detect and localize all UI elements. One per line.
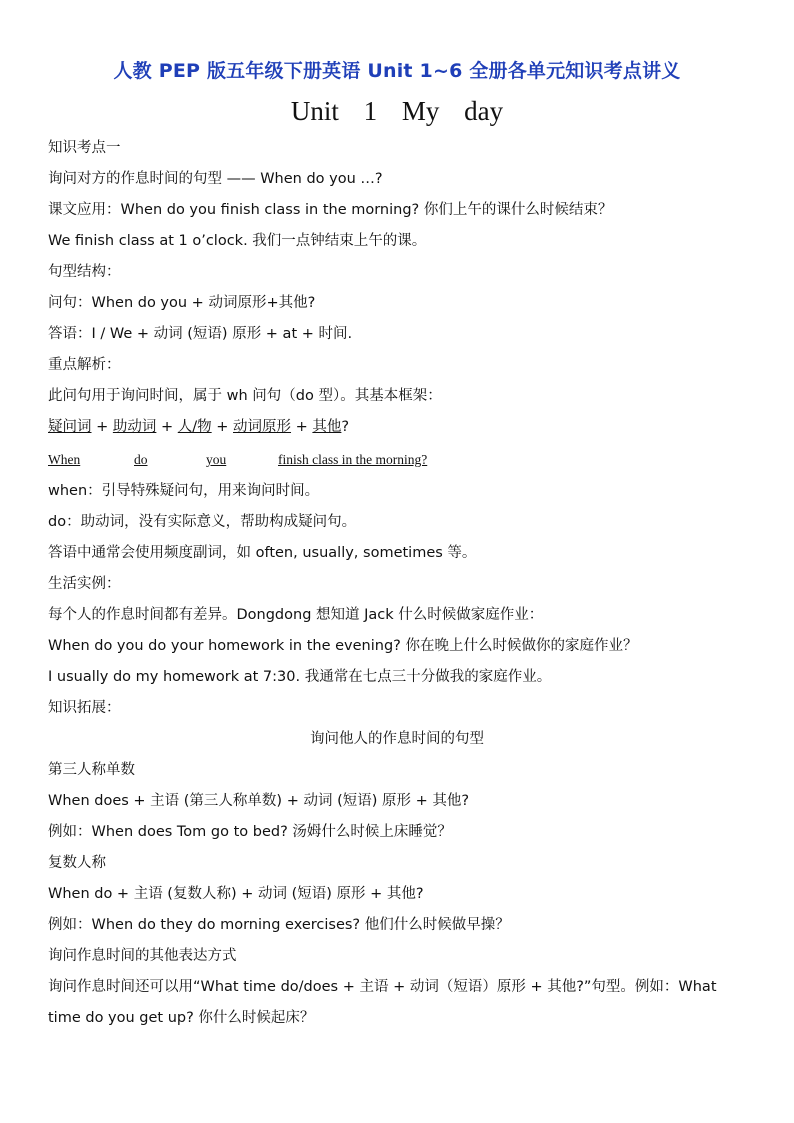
life-example-answer: I usually do my homework at 7:30. 我通常在七点三十分做我的家庭作业。 — [48, 669, 552, 685]
life-example-context: 每个人的作息时间都有差异。Dongdong 想知道 Jack 什么时候做家庭作业： — [48, 607, 544, 623]
text-application-answer: We finish class at 1 o’clock. 我们一点钟结束上午的课。 — [48, 233, 427, 249]
extension-subtitle: 询问他人的作息时间的句型 — [310, 731, 484, 747]
frame-base-verb: 动词原形 — [233, 419, 292, 435]
frame-plus: + — [291, 419, 313, 435]
example-you: you — [206, 452, 227, 467]
section-heading-knowledge-point-1: 知识考点一 — [48, 140, 121, 156]
other-expressions-heading: 询问作息时间的其他表达方式 — [48, 948, 237, 964]
example-rest: finish class in the morning? — [278, 452, 428, 467]
example-when: When — [48, 452, 81, 467]
unit-title: Unit 1 My day — [290, 96, 504, 126]
plural-example: 例如：When do they do morning exercises? 他们什么时候做早操？ — [48, 917, 510, 933]
extension-heading: 知识拓展： — [48, 700, 121, 716]
explanation-do: do：助动词，没有实际意义，帮助构成疑问句。 — [48, 514, 357, 530]
key-analysis-heading: 重点解析： — [48, 357, 121, 373]
frame-example — [48, 451, 748, 469]
document-title: 人教 PEP 版五年级下册英语 Unit 1~6 全册各单元知识考点讲义 — [113, 60, 681, 82]
text-application-question: 课文应用：When do you finish class in the morning? 你们上午的课什么时候结束？ — [48, 202, 613, 218]
frame-question-word: 疑问词 — [48, 419, 92, 435]
plural-pattern: When do + 主语 (复数人称) + 动词 (短语) 原形 + 其他? — [48, 886, 424, 902]
explanation-when: when：引导特殊疑问句，用来询问时间。 — [48, 483, 320, 499]
sentence-pattern-intro: 询问对方的作息时间的句型 —— When do you …? — [48, 171, 383, 187]
life-example-question: When do you do your homework in the evening? 你在晚上什么时候做你的家庭作业？ — [48, 638, 638, 654]
third-person-example: 例如：When does Tom go to bed? 汤姆什么时候上床睡觉？ — [48, 824, 452, 840]
frame-plus: + — [156, 419, 178, 435]
third-person-heading: 第三人称单数 — [48, 762, 135, 778]
life-example-heading: 生活实例： — [48, 576, 121, 592]
frame-other: 其他 — [312, 419, 342, 435]
frame-plus: + — [91, 419, 113, 435]
frame-plus: + — [211, 419, 234, 435]
key-analysis-text: 此问句用于询问时间，属于 wh 问句（do 型）。其基本框架： — [48, 388, 442, 404]
plural-heading: 复数人称 — [48, 855, 106, 871]
frame-subject: 人/物 — [177, 419, 212, 435]
example-do: do — [134, 452, 148, 467]
frame-auxiliary-verb: 助动词 — [112, 419, 157, 435]
question-frame — [48, 418, 748, 436]
other-expressions-text: 询问作息时间还可以用“What time do/does + 主语 + 动词（短语）原形 + 其他?”句型。例如：What time do you get up? 你什么时候起床？ — [48, 979, 717, 1026]
structure-heading: 句型结构： — [48, 264, 121, 280]
explanation-adverbs: 答语中通常会使用频度副词，如 often, usually, sometimes 等。 — [48, 545, 477, 561]
structure-question: 问句：When do you + 动词原形+其他? — [48, 295, 316, 311]
third-person-pattern: When does + 主语 (第三人称单数) + 动词 (短语) 原形 + 其他? — [48, 793, 470, 809]
frame-question-mark: ? — [341, 419, 350, 435]
structure-answer: 答语：I / We + 动词 (短语) 原形 + at + 时间. — [48, 326, 353, 342]
